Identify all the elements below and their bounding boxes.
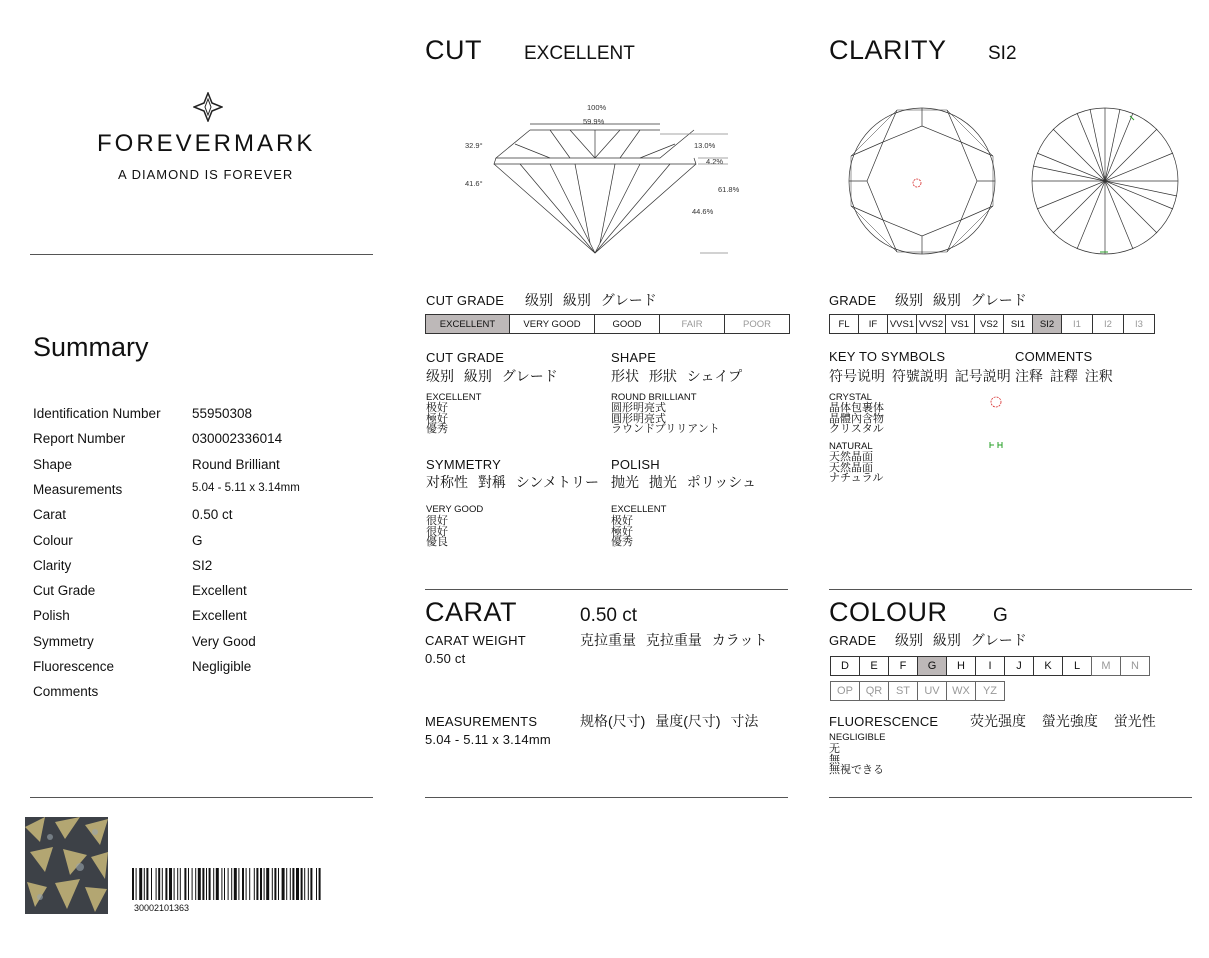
summary-title: Summary <box>33 332 149 362</box>
clarity-grade-option: SI2 <box>1033 315 1062 333</box>
symmetry-value-jp: 很好 很好 優良 <box>426 515 448 548</box>
summary-row-value: Excellent <box>192 583 247 599</box>
cut-grade-option: GOOD <box>595 315 660 333</box>
carat-weight-label: CARAT WEIGHT <box>425 633 526 648</box>
summary-row-label: Fluorescence <box>33 659 115 674</box>
symmetry-value: VERY GOOD <box>426 504 484 515</box>
shape-value-jp: 圆形明亮式 圓形明亮式 ラウンドブリリアント <box>611 402 720 435</box>
symbol-natural-jp: 天然晶面 天然晶面 ナチュラル <box>829 451 884 484</box>
clarity-plot-pavilion-icon <box>1030 106 1180 256</box>
cut-grade-label-jp: 级别 級別 グレード <box>426 368 558 384</box>
diagram-crown-angle-label: 32.9° <box>465 141 483 150</box>
diagram-depth-label: 61.8% <box>718 185 740 194</box>
divider <box>30 254 373 255</box>
colour-grade-option: OP <box>830 681 860 701</box>
summary-row-label: Comments <box>33 684 99 700</box>
summary-row-label: Shape <box>33 456 73 472</box>
colour-scale-row2 <box>830 681 1004 701</box>
summary-row-label: Identification Number <box>33 406 161 421</box>
clarity-grade-header-jp: 级别 級別 グレード <box>895 292 1027 308</box>
clarity-grade-option: I2 <box>1093 315 1124 333</box>
summary-row-value: SI2 <box>192 557 213 573</box>
clarity-plot-crown-icon <box>847 106 997 256</box>
summary-row-value: G <box>192 532 203 548</box>
colour-grade-header-jp: 级别 級別 グレード <box>895 632 1027 648</box>
cut-grade-value: EXCELLENT <box>426 392 482 403</box>
clarity-grade-option: I1 <box>1062 315 1093 333</box>
clarity-grade-header: GRADE <box>829 293 877 308</box>
diagram-crown-table-label: 59.9% <box>583 117 605 126</box>
summary-row-label: Colour <box>33 532 73 548</box>
colour-grade-option: QR <box>859 681 889 701</box>
diagram-girdle-label: 4.2% <box>706 157 724 166</box>
natural-symbol-icon <box>988 440 1006 450</box>
summary-row-value: Round Brilliant <box>192 456 280 472</box>
cut-grade-option: POOR <box>743 318 771 330</box>
carat-weight-label-jp: 克拉重量 克拉重量 カラット <box>580 632 768 648</box>
cut-grade-option: EXCELLENT <box>426 315 510 333</box>
clarity-grade-option: IF <box>859 315 888 333</box>
symbol-crystal-label: CRYSTAL <box>829 392 872 403</box>
colour-grade-option: J <box>1004 656 1034 676</box>
cut-grade-value-jp: 极好 極好 優秀 <box>426 402 448 435</box>
brand-tagline: A DIAMOND IS FOREVER <box>118 167 294 182</box>
colour-grade-option: ST <box>888 681 918 701</box>
crystal-symbol-icon <box>988 395 1004 409</box>
colour-title: COLOUR <box>829 597 948 627</box>
symbol-natural-label: NATURAL <box>829 441 873 452</box>
clarity-grade-option: FL <box>830 315 859 333</box>
colour-grade-option: E <box>859 656 889 676</box>
measurements-value: 5.04 - 5.11 x 3.14mm <box>425 732 551 747</box>
diagram-crown-height-label: 13.0% <box>694 141 716 150</box>
divider <box>829 589 1192 590</box>
clarity-grade-scale <box>829 314 1155 334</box>
diagram-table-label: 100% <box>587 103 607 112</box>
summary-row-label: Measurements <box>33 481 123 497</box>
summary-row-value: 55950308 <box>192 406 253 421</box>
summary-row-value: 030002336014 <box>192 431 283 447</box>
measurements-label-jp: 规格(尺寸) 量度(尺寸) 寸法 <box>580 713 759 729</box>
comments-label-jp: 注释 註釋 注釈 <box>1015 368 1113 384</box>
cut-grade-option: VERY GOOD <box>510 315 595 333</box>
summary-row-label: Symmetry <box>33 633 94 649</box>
clarity-grade-option: VS2 <box>975 315 1004 333</box>
brand-name: FOREVERMARK <box>97 130 316 157</box>
colour-value: G <box>993 605 1008 626</box>
symbol-crystal-jp: 晶体包裹体 晶體內含物 クリスタル <box>829 402 884 435</box>
symmetry-label-jp: 对称性 對稱 シンメトリー <box>426 474 600 490</box>
summary-row-value: 0.50 ct <box>192 507 233 523</box>
polish-label-jp: 抛光 拋光 ポリッシュ <box>611 474 756 490</box>
divider <box>829 797 1192 798</box>
forevermark-logo-icon <box>193 92 223 122</box>
barcode-icon <box>132 868 370 900</box>
shape-label: SHAPE <box>611 350 657 365</box>
summary-row-label: Polish <box>33 608 70 624</box>
shape-label-jp: 形状 形狀 シェイプ <box>611 368 743 384</box>
fluorescence-value-jp: 无 無 無視できる <box>829 743 884 776</box>
colour-grade-option: D <box>830 656 860 676</box>
fluorescence-value: NEGLIGIBLE <box>829 732 886 743</box>
colour-grade-option: K <box>1033 656 1063 676</box>
cut-grade-header-jp: 级别 級別 グレード <box>525 292 657 308</box>
clarity-grade-option: I3 <box>1135 318 1143 330</box>
colour-grade-option: I <box>975 656 1005 676</box>
carat-title: CARAT <box>425 597 518 627</box>
shape-value: ROUND BRILLIANT <box>611 392 697 403</box>
barcode-number: 30002101363 <box>134 903 190 913</box>
polish-value-jp: 极好 極好 優秀 <box>611 515 633 548</box>
comments-label: COMMENTS <box>1015 349 1093 364</box>
divider <box>425 797 788 798</box>
colour-scale-row1 <box>830 656 1149 676</box>
divider <box>425 589 788 590</box>
key-to-symbols-label-jp: 符号说明 符號説明 記号説明 <box>829 368 1011 384</box>
colour-grade-option: F <box>888 656 918 676</box>
carat-weight-value: 0.50 ct <box>425 651 466 666</box>
summary-row-label: Clarity <box>33 557 72 573</box>
clarity-grade-option: SI1 <box>1004 315 1033 333</box>
summary-row-value: 5.04 - 5.11 x 3.14mm <box>192 481 300 494</box>
key-to-symbols-label: KEY TO SYMBOLS <box>829 349 946 364</box>
summary-row-value: Negligible <box>192 659 252 674</box>
colour-grade-option: YZ <box>975 681 1005 701</box>
colour-grade-header: GRADE <box>829 633 877 648</box>
diagram-pavilion-angle-label: 41.6° <box>465 179 483 188</box>
cut-grade-label: CUT GRADE <box>426 350 505 365</box>
colour-grade-option: UV <box>917 681 947 701</box>
cut-value: EXCELLENT <box>524 43 635 64</box>
clarity-title: CLARITY <box>829 35 947 65</box>
summary-row-label: Report Number <box>33 431 126 447</box>
cut-grade-scale <box>425 314 790 334</box>
colour-grade-option: WX <box>946 681 976 701</box>
cut-grade-option: FAIR <box>660 315 725 333</box>
divider <box>30 797 373 798</box>
diagram-pavilion-depth-label: 44.6% <box>692 207 714 216</box>
cut-title: CUT <box>425 35 482 65</box>
colour-grade-option: M <box>1091 656 1121 676</box>
fluorescence-label: FLUORESCENCE <box>829 714 939 729</box>
clarity-grade-option: VVS1 <box>888 315 917 333</box>
cut-proportion-diagram <box>460 98 760 260</box>
fluorescence-label-jp: 荧光强度 螢光強度 蛍光性 <box>970 713 1156 729</box>
measurements-label: MEASUREMENTS <box>425 714 538 729</box>
cut-grade-header: CUT GRADE <box>426 293 505 308</box>
security-hologram-icon <box>25 817 108 914</box>
summary-row-value: Excellent <box>192 608 247 624</box>
symmetry-label: SYMMETRY <box>426 457 502 472</box>
polish-value: EXCELLENT <box>611 504 667 515</box>
clarity-grade-option: VVS2 <box>917 315 946 333</box>
carat-value: 0.50 ct <box>580 605 638 626</box>
clarity-grade-option: VS1 <box>946 315 975 333</box>
colour-grade-option: L <box>1062 656 1092 676</box>
colour-grade-option: H <box>946 656 976 676</box>
summary-row-label: Carat <box>33 507 67 523</box>
colour-grade-option: N <box>1120 656 1150 676</box>
polish-label: POLISH <box>611 457 660 472</box>
clarity-value: SI2 <box>988 43 1017 64</box>
summary-row-value: Very Good <box>192 633 256 649</box>
colour-grade-option: G <box>917 656 947 676</box>
summary-row-label: Cut Grade <box>33 583 96 599</box>
